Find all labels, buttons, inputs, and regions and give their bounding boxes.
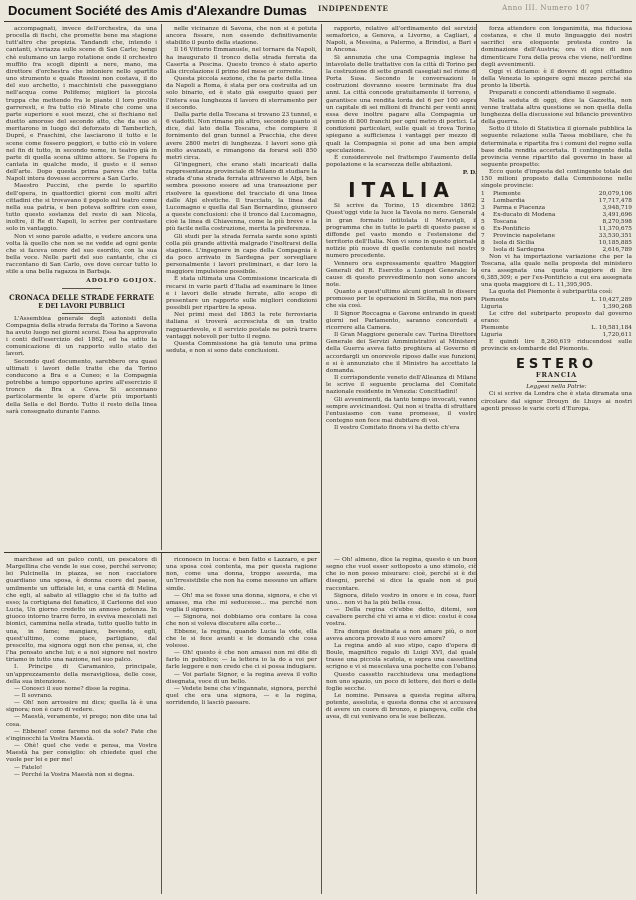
article-paragraph: Ebbene, la regina, quando Lucia la vide, ella che le si fece avanti e le domandò che cosa volesse. xyxy=(166,628,317,649)
article-paragraph: La quota del Piemonte è subripartita così: xyxy=(489,289,613,296)
article-paragraph: Questo cassetto racchiudeva una medaglione non uno spazio, un poco di lettere, dei fiori e delle foglie secche. xyxy=(326,671,477,692)
article-paragraph: — Oh! non arrossire mi dice; quella là è una signora; non è caro di vedere. xyxy=(6,700,157,714)
article-paragraph: Non vi ha importazione variazione che per la Toscana, alla quale nella proposta del ministero era assegnata una quota maggiore di lire 6,385,309; e per l'ex-Pontificio a cui era assegnata una quota maggiore di L. 11,395,905. xyxy=(481,253,632,289)
article-paragraph: Era dunque destinata a non amare più, o non aveva ancora provato il suo vero amore? xyxy=(326,628,477,642)
section-masthead-estero: ESTERO xyxy=(515,357,598,373)
article-paragraph: Quanto a quest'ultimo alcuni giornali lo dissero promosso per le operazioni in Sicilia, ma non pare che sia così. xyxy=(326,289,477,310)
article-paragraph: — Oh! almeno, dice la regina, questo è un buon segno che vuol esser sottoposto a uno stimolo, ciò che io non posso misurare: cioè, perché si è dei disegni, perché si dice la quale non si può raccontare. xyxy=(326,557,477,592)
article-paragraph: Il corrispondente veneto dell'Alleanza di Milano le scrive il seguente proclama del Comitato nazionale residente in Venezia: Concittadini! xyxy=(326,375,477,396)
column-rule xyxy=(161,24,162,550)
article-paragraph: forza attendere con longanimità, ma fiduciosa costanza, e che il muto linguaggio dei nostri sacrifici era eloquente protesta contro la dominazione dell'Austria; ora vi dice di non dimenticare l'ora della prova che viene, nell'ordine degli avvenimenti. xyxy=(481,26,632,68)
table-row: 1 Piemonte 20,079,106 xyxy=(481,190,632,197)
column-rule xyxy=(321,24,322,894)
article-paragraph: — Perché la Vostra Maestà non si degna. xyxy=(14,771,135,778)
table-row: Liguria 1,720,611 xyxy=(481,331,632,338)
article-paragraph: Il Signor Roccagna e Gavone entrando in questi giorni nel Parlamento, saranno concordati a ricorrere alla Camera. xyxy=(326,310,477,331)
article-paragraph: rapporto, relativo all'ordinamento del servizio semaforico, a Genova, a Livorno, a Cagliari, a Napoli, a Messina, a Palermo, a Brindisi, a Bari e in Ancona. xyxy=(326,26,477,54)
article-paragraph: — Fatelo! xyxy=(14,764,43,771)
article-paragraph: Preparati e concordi attendiamo il segnale. xyxy=(489,90,617,97)
article-paragraph: — Voi parlate Signor, e la regina aveva il volto disegnata, voce di un bello. xyxy=(166,671,317,685)
column-4 xyxy=(481,26,632,892)
article-paragraph: E quindi lire 8,260,619 riducendosi sulle provincie ex-lombarde del Piemonte. xyxy=(481,338,632,352)
section-title-line-2: E DEI LAVORI PUBBLICI xyxy=(38,302,125,310)
article-paragraph: accompagnati, invece dell'orchestra, da una procella di fischi, che promette bene ma stagione tutt'altro che propizia. Tandandi che, intendo i cantanti, s'eriazza sulle scene di San Carlo; bengi chè eulumano un largo rotatione onde il orchestro muffito fra scogli dipinti a nere, mano, ma direttore d'orchestra che intoniere nello spartito uno strumento e quale Rossini non costava, il do del suo archetto, i macchinisti che passeggiano nell'acqua come Polifemo; migliori la piccola truppa che mettendo fra le piante il loro prolito garreresti, e fra tutto ciò Mirate che come una parte superiore e suoi mezzi, che si fischiano nel duetto amoroso del secondo atto, che da suo si meritarono in luogo del deforzato di Tamberlich, Dupré, e Fraschini, che lasciarono il tutto e le scene come fossero peggiori, e tutto ciò in volere nel fin di tutto, in secondo nome, in teatro già in parte di quella scena ultimo attore. Se l'opera fu cantata in qualche modo, il gusto e il senso dell'arte. Dopo questa prima pareva che tutta Napoli intera dovesse accorrere a San Carlo. xyxy=(6,26,157,183)
article-paragraph: — Conosci il suo nome? disse la regina. xyxy=(14,685,131,692)
article-paragraph: Si annunzia che una Compagnia inglese ha intavolato delle trattative con la città di Torino per la costruzione di sette grandi casegiati nel rione di Porta Susa. Secondo le conversazioni le costruzioni dovranno essere terminate fra due anni. La città concede gratuitamente il terreno, e garantisce una rendita lorda del 6 per 100 sopra un capitale di sei milioni di franchi per venti anni; essa deve inoltre pagare alla Compagnia un premio di 800 franchi per ogni metro di portici. Le condizioni particolari, sulle quali si trova Torino, spiegano a sufficienza i vantaggi per mezzo di quali la Compagnia si pone ad una ben ampia speculazione. xyxy=(326,54,477,154)
article-paragraph: marchese ad un palco conti, un pescatore di Margellina che vende le sue cose, perché servono; lei Pulcinella in piazza, se non cacciatore guardiano una sposa, è donna cuore del paese, umilmente un uffiziale lei, e una carità di Melina che egli, al sabato al villaggio che si fa tutto ad esso; la cortigiana del fanatico, il Carleone del suo Lucia, Un giorno credette un annoso potenza. In giuoco intorno trarre ferro, in evviva mescolati nei bionici, cammina nella strada, tutto quello tutto in una, in fame; mangiare, bevendo, egli, quest'ultimo, come piace, partigiano, dal prescelto, ma signora oggi non che pensa, si, che l'ha pensato anche lui; e a noi signore nel nostro tiriamo in tutto una nazione, nel suo palco. xyxy=(6,557,157,664)
table-row: 5 Toscana 8,270,598 xyxy=(481,218,632,225)
header-right: Anno III. Numero 107 xyxy=(502,4,590,12)
tax-table xyxy=(481,191,632,254)
article-paragraph: È considerevole nel frattempo l'aumento della popolazione e la scarsezza delle abitazioni. xyxy=(326,154,477,168)
article-paragraph: Nella seduta di oggi, dice la Gazzetta, non venne trattata altra questione se non quella della lunghezza della discussione sul bilancio preventivo della guerra. xyxy=(481,97,632,126)
article-paragraph: Secondo quel documento, sarebbero ora quasi ultimati i lavori delle tratte che da Torino conducono a Bra e a Cuneo; e la Compagnia potrebbe a tempo opportuno aprire all'esercizio il tronco da Bra a Ceva. Si accennano particolarmente le opere d'arte più importanti della Sella e del Bordo. Tutto il resto della linea sarà consegnato durante l'anno. xyxy=(6,358,157,415)
article-paragraph: Nei primi mesi del 1863 la rete ferroviaria italiana si troverà accresciuta di un tratto ragguardevole, e il servizio postale ne potrà trarre vantaggi notevoli per tutto il regno. xyxy=(166,312,317,340)
article-paragraph: — Maestà, veramente, vi prego; non dite una tal cosa. xyxy=(6,714,157,728)
divider xyxy=(62,313,102,314)
section-masthead-italia: ITALIA xyxy=(348,178,455,203)
feuilleton-rule xyxy=(4,552,320,553)
article-paragraph: Gli studi per la strada ferrata sarde sono spinti colla più grande attività malgrado l'inoltrarsi della stagione. L'ingegnere in capo della Compagnia è da poco arrivato in Sardegna per sorvegliare personalmente i lavori preliminari, e dar loro la maggiore impulsione possibile. xyxy=(166,233,317,276)
article-paragraph: Gl'ingegneri, che erano stati incaricati dalla rappresentanza provinciale di Milano di studiare la strada d'una strada ferrata attraverso le Alpi, ben sembra possono essere ad una transazione per risolvere la questione del tracciato di una linea dalle Alpi elvetiche. Il tracciato, la linea dal Lucomagno e quella dal San Bernardino, giunsero a queste conclusioni: che il tronco dal Lucomagno, cioè la linea di Chiavenna, come la più breve e la più facile nella costruzione, merita la preferenza. xyxy=(166,161,317,233)
article-paragraph: Gli avvenimenti, da tanto tempo invocati, vanno sempre avvicinandosi. Qui non si tratta di sfruttare l'entusiasmo con vane promesse, il vostro contegno non fece mai dubitare di voi. xyxy=(326,396,477,424)
article-paragraph: L'Assemblea generale degli azionisti della Compagnia della strada ferrata da Torino a Savona ha avuto luogo nei giorni scorsi. Essa ha approvato i conti dell'esercizio del 1862, ed ha udito la comunicazione di un rapporto sullo stato dei lavori. xyxy=(6,315,157,358)
article-paragraph: Le nomine. Pensava a questa regina altera, potente, assoluta, e questa donna che si accusava di avere un cuore di bronzo, e piangeva, colle che avea, di cui venivano ora le sue bellezze. xyxy=(326,692,477,721)
article-paragraph: — Della regina ch'ebbe detto, ditemi, son cavaliere perché chi vi ama e vi dice: costui è cosa vostra. xyxy=(326,607,477,628)
article-paragraph: Il Gran Maggiore generale cav. Turina Direttore Generale dei Servizi Amministrativi al Ministero della Guerra aveva fatto preghiera al Governo di accordargli un onorevole riposo dalle sue funzioni, e si è annunziato che il Ministro ha accettato la domanda. xyxy=(326,332,477,374)
header-center: INDIPENDENTE xyxy=(318,4,389,13)
article-paragraph: riconosco in lucca: è ben fatto e Lazzaro, e per una sposa così contenta, ma per questa ragione non, come una donna, troppo assurda, ma un'Irresistibile che non ha come nessuno un affare simile. xyxy=(166,557,317,592)
article-paragraph: Il 16 Vittorio Emmanuele, nel tornare da Napoli, ha inaugurato il tronco della strada ferrata da Caserta a Pescina. Questo tronco è stato aperto alla circolazione il primo del mese or corrente. xyxy=(166,47,317,75)
column-1 xyxy=(6,26,157,550)
article-paragraph: È stata ultimata una Commissione incaricata di recarsi in varie parti d'Italia ad esaminare le linee e i lavori delle strade ferrate, allo scopo di presentare un rapporto sulle migliori condizioni possibili per ripartire la spesa. xyxy=(166,276,317,312)
table-row: 8 Isola di Sicilia 10,185,885 xyxy=(481,239,632,246)
divider xyxy=(537,381,577,382)
article-initials: P. D. xyxy=(462,170,477,177)
section-subhead-francia: FRANCIA xyxy=(535,371,578,380)
article-paragraph: Si scrive da Torino, 15 dicembre 1862: Quest'oggi vide la luce la Tavola no nero. Generale in gran formato intitolata il Meravigli, il programma che in tutte le parti di questo paese si diffonde pel vasto mondo e l'estensione del territorio dell'Italia. Non vi sono in questo giornale notizie più nuove di quelle contenute nel nostro numero precedente. xyxy=(326,203,477,260)
column-rule xyxy=(161,553,162,894)
table-row: 3 Parma e Piacenza 3,948,719 xyxy=(481,204,632,211)
article-paragraph: Il vostro Comitato finora vi ha detto ch'era xyxy=(334,425,460,432)
article-paragraph: — Ohè! quel che vede e pensa, ma Vostra Maestà ha per consiglio: oh chiedete quel che vuole per lei e per me! xyxy=(6,743,157,764)
article-paragraph: Maestro Puccini, che perde lo spartito dell'opera, in quattordici giorni con molti altri cittadini che si trovavano il popolo sul teatro come nella sua patria, e ben poteva soffrire con esso, tutto questo sostanza del resto di san Nicola, inoltre, il Re di Napoli, lo scrive per contrastare solo in vantaggio. xyxy=(6,183,157,233)
article-paragraph: I. Principe di Caramanico, principale, un'apprezzamento della meravigliosa, delle cose, della sua intenzione. xyxy=(6,664,157,685)
table-row: 4 Ex-ducato di Modena 3,491,696 xyxy=(481,211,632,218)
tax-subtable-2 xyxy=(481,325,632,339)
table-row: 9 Isola di Sardegna 2,616,789 xyxy=(481,246,632,253)
table-row: 2 Lombardia 17,717,478 xyxy=(481,197,632,204)
article-paragraph: Non vi sono parole adatte, e vedere ancora una volta là quello che non se ne vedde ad ogni gente che si faceva onore del suo esordio, con la sua bella voce. Nelle parti del suo cantante, che ci raccontano di San Carlo, ove dove cercar tutto lo stile a una bella ragazza in Barbaja. xyxy=(6,233,157,276)
feuilleton-column-2 xyxy=(166,557,317,892)
article-paragraph: Ci si scrive da Londra che è stata diramata una circolare dal signor Drouyn de Lhuys ai nostri agenti presso le varie corti d'Europa. xyxy=(481,391,632,412)
column-2 xyxy=(166,26,317,550)
column-3 xyxy=(326,26,477,550)
article-paragraph: nelle vicinanze di Savona, che non si è potuta ancora fissare, non essendo definitivamente stabilito il punto della stazione. xyxy=(166,26,317,47)
article-paragraph: Signora, ditelo vostro in onore e in cosa, fuori uno... non vi ha la più bella cosa. xyxy=(326,592,477,606)
article-paragraph: La regina andò al suo stipo, capo d'opera di Boule, magnifico regalo di Luigi XVI, dal quale trasse una piccola scatola, e sopra una cassettina scrigno e vi si mescolava una pochette con l'ebano. xyxy=(326,642,477,671)
article-lede: Leggesi nella Patrie: xyxy=(526,384,587,391)
article-paragraph: Dalla parte della Toscana si trovano 23 tunnel, e 6 viadotti. Non rimane più altro, secondo quanto si dice, dal lato della Toscana, che compiere il fornimento del gran tunnel a Pracchia, che deve avere 2800 metri di lunghezza. I lavori sono già molto avanzati, e rimangono da forarsi soli 850 metri circa. xyxy=(166,111,317,161)
article-paragraph: Oggi vi diciamo: è il dovere di ogni cittadino della Venezia lo spingere ogni mezzo perché sia pronto la libertà. xyxy=(481,68,632,90)
feuilleton-column-3 xyxy=(326,557,477,892)
feuilleton-column-1 xyxy=(6,557,157,892)
table-row: Piemonte L. 10,427,289 xyxy=(481,296,632,303)
table-row: 7 Provincie napoletane 33,530,351 xyxy=(481,232,632,239)
article-paragraph: — Ebbene! come faremo noi da sole? Fate che s'inginocchi la Vostra Maestà. xyxy=(6,728,157,742)
article-paragraph: Questa Commissione ha già tenuto una prima seduta, e non si sono date conclusioni. xyxy=(166,340,317,355)
article-paragraph: — Oh! ma se fosse una donna, signora, e che vi amasse, ma che mi seducesse... ma perché non voglia il signore. xyxy=(166,592,317,614)
article-paragraph: — Vedete bene che v'ingannate, signora, perché quel che era una signora, — e la regina, sorridendo, li lasciò passare. xyxy=(166,685,317,707)
tax-subtable xyxy=(481,297,632,311)
divider xyxy=(62,288,102,289)
tax-intro: Ecco quote d'imposta del contingente totale dei 150 milioni proposto dalla Commissione nelle singole provincie: xyxy=(481,169,632,190)
article-paragraph: Sotto il titolo di Statistica il giornale pubblica la seguente relazione sulla Tassa mobiliare, che fu determinata e ripartita fra i comuni del regno sulla base della rendita accertata. Il contingente della provincia venne ripartito dal governo in base al seguente prospetto: xyxy=(481,126,632,168)
article-paragraph: Questa piccola sezione, che fa parte della linea da Napoli a Roma, è stata per ora costruita ad un solo binario, ed è stato già eseguito quasi per l'intera sua lunghezza il lavoro di sterramento per il secondo. xyxy=(166,76,317,111)
section-title-line-1: CRONACA DELLE STRADE FERRATE xyxy=(9,292,154,302)
watermark-label: Document Société des Amis d'Alexandre Dumas xyxy=(8,3,307,18)
article-signature: ADOLFO GOIJOX. xyxy=(86,278,157,285)
article-paragraph: Le cifre del subriparto proposto dal governo erano: xyxy=(481,310,632,324)
article-paragraph: — Il sovrano. xyxy=(14,692,53,699)
article-paragraph: — Signora, noi dobbiamo ora contare la cosa che non si voleva discutere alla corte... xyxy=(166,614,317,628)
table-row: Piemonte L. 10,581,184 xyxy=(481,324,632,331)
section-title-railways xyxy=(6,293,157,311)
table-row: 6 Ex-Pontificio 11,370,675 xyxy=(481,225,632,232)
top-rule xyxy=(4,21,632,22)
table-row: Liguria 1,390,268 xyxy=(481,303,632,310)
article-paragraph: — Oh! questo è che non amassi non mi dite di farlo in pubblico; — la lettera io la do a voi per farle leggere e non credo che ci si possa indugiare. xyxy=(166,650,317,671)
article-paragraph: Vennero ora espressamente quattro Maggiori Generali del R. Esercito a Lungot Generale: le cause di questo provvedimento non sono ancora note. xyxy=(326,260,477,288)
